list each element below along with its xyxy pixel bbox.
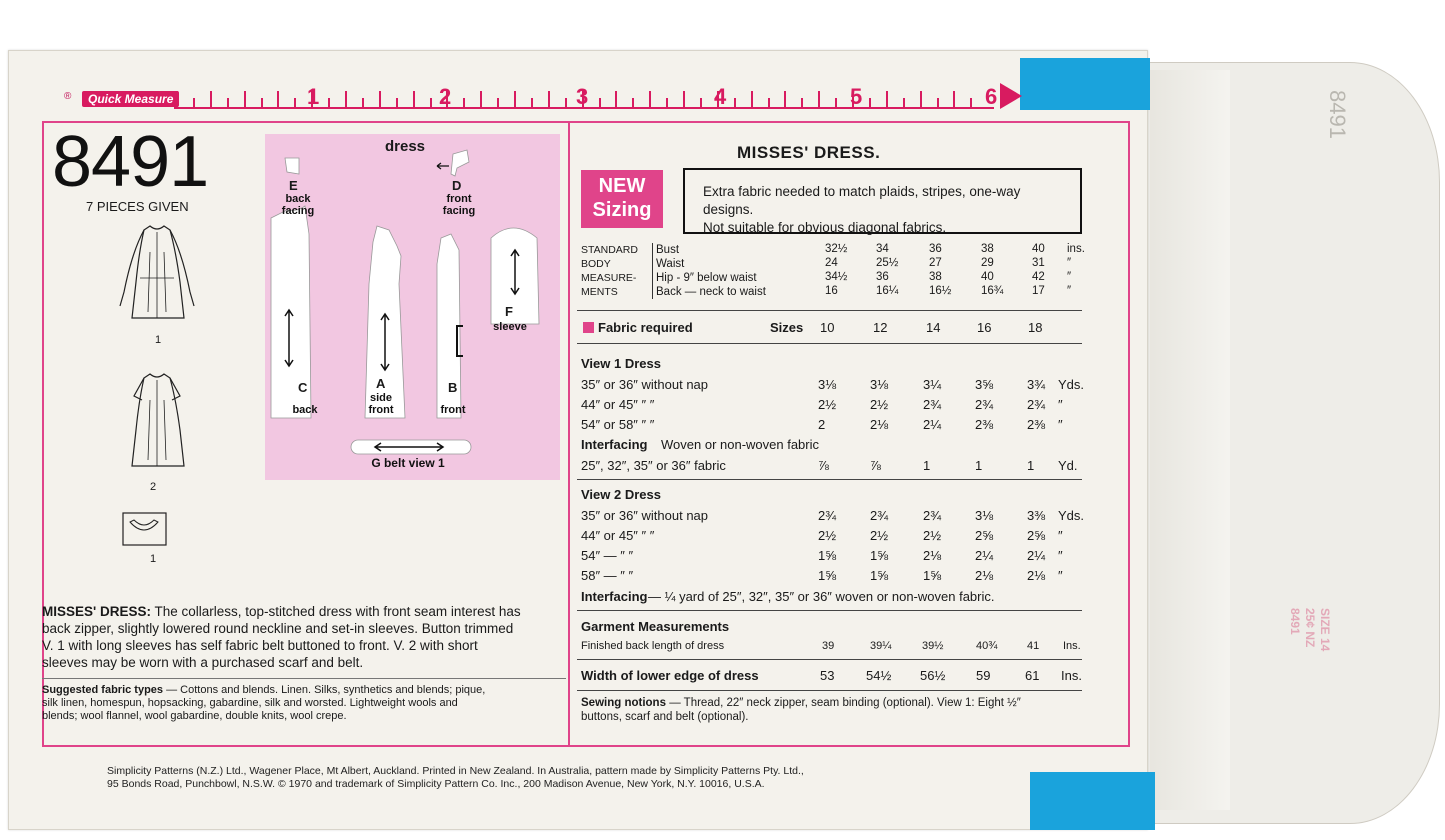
piece-e-letter: E <box>289 178 298 193</box>
row-label: 44″ or 45″ ″ ″ <box>581 397 655 412</box>
ruler-tick <box>903 98 905 109</box>
piece-b-label: front <box>440 404 466 416</box>
table-cell: 2⅛ <box>870 417 889 432</box>
table-rule <box>577 343 1082 344</box>
unit-cell: ″ <box>1058 417 1063 432</box>
table-cell: 17 <box>1032 285 1045 297</box>
ruler-tick <box>632 98 634 109</box>
unit-cell: ″ <box>1058 397 1063 412</box>
ruler-tick <box>430 98 432 109</box>
view-label: 1 <box>150 553 157 565</box>
back-length-label: Finished back length of dress <box>581 640 725 652</box>
table-cell: 41 <box>1027 640 1040 652</box>
piece-d-label: front facing <box>442 193 476 217</box>
measurement-label: Hip - 9″ below waist <box>656 272 757 284</box>
table-cell: 39¼ <box>870 640 892 652</box>
description-rule <box>42 678 566 679</box>
table-cell: 39 <box>822 640 835 652</box>
piece-d-shape <box>451 150 469 176</box>
ruler-tick <box>953 91 955 109</box>
note-line: Not suitable for obvious diagonal fabrics. <box>703 220 947 235</box>
flap-stamp-line: 25¢ NZ <box>1303 608 1317 648</box>
table-cell: 1⅝ <box>870 548 889 563</box>
belt-view-sketch <box>122 512 167 546</box>
table-cell: 34½ <box>825 271 848 283</box>
measurement-label: Waist <box>656 258 685 270</box>
table-cell: 3⅛ <box>818 377 837 392</box>
row-label: 54″ or 58″ ″ ″ <box>581 417 655 432</box>
piece-d-letter: D <box>452 178 462 193</box>
view2-interfacing-label: Interfacing <box>581 589 648 604</box>
ruler-tick <box>937 98 939 109</box>
view1-interfacing-text: Woven or non-woven fabric <box>661 437 820 452</box>
piece-b-letter: B <box>448 380 458 395</box>
pieces-given: 7 PIECES GIVEN <box>86 199 189 214</box>
panel-divider <box>568 121 570 747</box>
ruler-tick <box>379 91 381 109</box>
garment-title: Garment Measurements <box>581 619 730 634</box>
fabric-required-label: Fabric required <box>598 320 693 335</box>
fabric-required-marker <box>583 322 594 333</box>
ruler-tick <box>328 98 330 109</box>
table-cell: 2⅜ <box>975 417 994 432</box>
table-cell: 40¾ <box>976 640 998 652</box>
body-measurements-labels <box>652 243 766 299</box>
ruler-tick <box>193 98 195 109</box>
unit-cell: ″ <box>1058 548 1063 563</box>
ruler-tick <box>666 98 668 109</box>
piece-c-label: back <box>292 404 318 416</box>
table-cell: 2¼ <box>975 548 994 563</box>
table-cell: 1⅝ <box>923 568 942 583</box>
table-cell: 2⅛ <box>975 568 994 583</box>
table-cell: 1⅝ <box>818 548 837 563</box>
size-cell: 10 <box>820 320 835 335</box>
table-cell: 3⅝ <box>975 377 994 392</box>
table-cell: 2¾ <box>975 397 994 412</box>
row-label: 58″ — ″ ″ <box>581 568 634 583</box>
ruler-tick <box>244 91 246 109</box>
suggested-fabrics <box>42 684 566 723</box>
fabrics-heading: Suggested fabric types <box>42 684 164 696</box>
description-line: V. 1 with long sleeves has self fabric belt buttoned to front. V. 2 with short <box>42 638 478 653</box>
table-cell: 3⅛ <box>870 377 889 392</box>
sizes-label: Sizes <box>770 320 804 335</box>
table-cell: 54½ <box>866 668 892 683</box>
grain-arrow-icon <box>437 163 449 169</box>
ruler-tick <box>751 91 753 109</box>
flap-stamp-line: SIZE 14 <box>1318 608 1332 652</box>
ruler-tick <box>277 91 279 109</box>
table-cell: 2¾ <box>923 397 942 412</box>
table-cell: 16 <box>825 285 838 297</box>
ruler-tick <box>801 98 803 109</box>
view-label: 1 <box>155 334 162 346</box>
ruler-tick <box>261 98 263 109</box>
diagram-title: dress <box>385 138 426 155</box>
ruler-tick <box>345 91 347 109</box>
sewing-notions <box>581 697 1021 709</box>
ruler-tick <box>227 98 229 109</box>
ruler-number: 4 <box>714 84 727 109</box>
table-cell: 56½ <box>920 668 946 683</box>
unit-cell: ″ <box>1067 257 1072 269</box>
ruler-tick <box>531 98 533 109</box>
ruler-tick <box>835 98 837 109</box>
ruler-tick <box>413 91 415 109</box>
ruler-tick <box>548 91 550 109</box>
table-cell: 2⅛ <box>923 548 942 563</box>
view-2-sketch <box>110 370 205 478</box>
table-cell: 38 <box>929 271 942 283</box>
ruler-tick <box>514 91 516 109</box>
ruler-tick <box>920 91 922 109</box>
table-cell: 40 <box>981 271 994 283</box>
size-cell: 18 <box>1028 320 1043 335</box>
table-cell: 2⅛ <box>1027 568 1046 583</box>
note-line: Extra fabric needed to match plaids, stripes, one-way designs. <box>703 184 1021 217</box>
description-heading: MISSES' DRESS: <box>42 604 151 619</box>
notions-line: buttons, scarf and belt (optional). <box>581 711 749 723</box>
registered-mark: ® <box>64 91 72 102</box>
ruler-tick <box>768 98 770 109</box>
table-cell: 2¾ <box>923 508 942 523</box>
pattern-pieces-svg <box>265 134 560 480</box>
heading-line: BODY <box>581 258 611 270</box>
flap-stamp <box>1242 608 1332 658</box>
table-cell: 2½ <box>818 397 837 412</box>
unit-cell: ″ <box>1058 528 1063 543</box>
unit-cell: ″ <box>1067 271 1072 283</box>
size-cell: 12 <box>873 320 888 335</box>
table-cell: 42 <box>1032 271 1045 283</box>
ruler-tick <box>886 91 888 109</box>
piece-a-label: side front <box>368 392 394 416</box>
row-label: 35″ or 36″ without nap <box>581 508 709 523</box>
ruler-tick <box>362 98 364 109</box>
ruler-tick <box>294 98 296 109</box>
table-cell: 2 <box>818 417 826 432</box>
ruler-tick <box>396 98 398 109</box>
table-cell: 2½ <box>870 528 889 543</box>
badge-line: Sizing <box>592 199 652 221</box>
row-label: 54″ — ″ ″ <box>581 548 634 563</box>
ruler-tick <box>734 98 736 109</box>
ruler-tick <box>700 98 702 109</box>
table-cell: 16½ <box>929 285 952 297</box>
ruler-tick <box>683 91 685 109</box>
table-rule <box>577 479 1082 480</box>
width-label: Width of lower edge of dress <box>581 668 759 683</box>
table-cell: 38 <box>981 243 994 255</box>
table-cell: 2⅝ <box>1027 528 1046 543</box>
table-cell: 2¾ <box>818 508 837 523</box>
view1-title: View 1 Dress <box>581 356 661 371</box>
ruler-tick <box>649 91 651 109</box>
row-label: 35″ or 36″ without nap <box>581 377 709 392</box>
unit-cell: Yds. <box>1058 508 1085 523</box>
table-cell: 3¾ <box>1027 377 1046 392</box>
table-cell: 3⅜ <box>1027 508 1046 523</box>
fabrics-line: — Cottons and blends. Linen. Silks, synthetics and blends; pique, <box>166 684 486 696</box>
piece-f-letter: F <box>505 304 513 319</box>
table-cell: 3⅛ <box>975 508 994 523</box>
ruler-tick <box>869 98 871 109</box>
fabrics-line: silk linen, homespun, hopsacking, gabardine, silk and worsted. Lightweight wools and <box>42 697 458 709</box>
ruler-tick <box>176 91 178 109</box>
table-cell: 2¼ <box>1027 548 1046 563</box>
table-cell: 29 <box>981 257 994 269</box>
piece-c-letter: C <box>298 380 308 395</box>
table-cell: 36 <box>929 243 942 255</box>
table-cell: 31 <box>1032 257 1045 269</box>
table-cell: 1⅝ <box>870 568 889 583</box>
table-cell: 39½ <box>922 640 944 652</box>
view1-interfacing-label: Interfacing <box>581 437 648 452</box>
ruler-number: 5 <box>850 84 863 109</box>
table-cell: 2⅜ <box>1027 417 1046 432</box>
table-cell: 1 <box>1027 458 1035 473</box>
view-label: 2 <box>150 481 157 493</box>
ruler-tick <box>599 98 601 109</box>
ruler-tick <box>463 98 465 109</box>
table-cell: 2½ <box>818 528 837 543</box>
table-cell: ⅞ <box>870 458 881 473</box>
ruler-tick <box>480 91 482 109</box>
heading-line: MENTS <box>581 286 618 298</box>
table-cell: 25½ <box>876 257 899 269</box>
fabrics-line: blends; wool flannel, wool gabardine, double knits, wool crepe. <box>42 710 347 722</box>
row-label: 25″, 32″, 35″ or 36″ fabric <box>581 458 726 473</box>
measurement-label: Back — neck to waist <box>656 286 766 298</box>
badge-line: NEW <box>598 175 646 197</box>
table-cell: 40 <box>1032 243 1045 255</box>
size-cell: 14 <box>926 320 941 335</box>
footer-line: Simplicity Patterns (N.Z.) Ltd., Wagener Place, Mt Albert, Auckland. Printed in New Zealand. In Australia, pattern made by Simplicity Patterns Pty. Ltd., <box>107 765 804 777</box>
table-cell: 16¾ <box>981 285 1004 297</box>
ruler-tick <box>210 91 212 109</box>
pattern-description <box>42 603 566 671</box>
piece-f-label: sleeve <box>493 321 527 333</box>
piece-a-letter: A <box>376 376 386 391</box>
unit-cell: Yds. <box>1058 377 1085 392</box>
right-title: MISSES' DRESS. <box>737 143 881 162</box>
table-rule <box>577 659 1082 660</box>
new-sizing-badge <box>581 170 663 228</box>
piece-e-shape <box>285 158 299 174</box>
table-rule <box>577 690 1082 691</box>
unit-cell: Ins. <box>1061 668 1082 683</box>
unit-cell: ″ <box>1067 285 1072 297</box>
ruler-tick <box>784 91 786 109</box>
table-cell: 32½ <box>825 243 848 255</box>
table-cell: 1 <box>923 458 931 473</box>
heading-line: MEASURE- <box>581 272 637 284</box>
piece-e-label: back facing <box>281 193 315 217</box>
table-cell: ⅞ <box>818 458 829 473</box>
measurement-label: Bust <box>656 244 680 256</box>
unit-cell: ins. <box>1067 243 1085 255</box>
flap-print: 8491 <box>1325 90 1350 139</box>
ruler-number: 3 <box>576 84 589 109</box>
table-cell: 2¼ <box>923 417 942 432</box>
publisher-footer <box>107 765 804 791</box>
table-cell: 1⅝ <box>818 568 837 583</box>
body-measurements-heading <box>581 243 638 299</box>
table-cell: 2¾ <box>870 508 889 523</box>
ruler-tick <box>497 98 499 109</box>
quick-measure-badge: Quick Measure <box>82 91 179 107</box>
row-label: 44″ or 45″ ″ ″ <box>581 528 655 543</box>
table-cell: 2⅝ <box>975 528 994 543</box>
notions-line: — Thread, 22″ neck zipper, seam binding (optional). View 1: Eight ½″ <box>669 697 1021 709</box>
view2-title: View 2 Dress <box>581 487 661 502</box>
description-line: The collarless, top-stitched dress with front seam interest has <box>154 604 521 619</box>
size-cell: 16 <box>977 320 992 335</box>
flap-crease <box>1150 70 1230 810</box>
unit-cell: Ins. <box>1063 640 1081 652</box>
view-1-sketch <box>110 222 205 330</box>
table-cell: 2½ <box>923 528 942 543</box>
footer-line: 95 Bonds Road, Punchbowl, N.S.W. © 1970 and trademark of Simplicity Pattern Co. Inc., 200 Madison Avenue, New York, N.Y. 10016, U.S.A. <box>107 778 765 790</box>
notions-label: Sewing notions <box>581 697 666 709</box>
flap-stamp-line: 8491 <box>1288 608 1302 635</box>
ruler-number: 2 <box>439 84 452 109</box>
ruler-tick <box>615 91 617 109</box>
ruler-number: 6 <box>985 84 998 109</box>
view2-interfacing-text: — ¼ yard of 25″, 32″, 35″ or 36″ woven or non-woven fabric. <box>648 589 995 604</box>
description-line: sleeves may be worn with a purchased scarf and belt. <box>42 655 364 670</box>
heading-line: STANDARD <box>581 244 638 256</box>
ruler-number: 1 <box>307 84 320 109</box>
unit-cell: ″ <box>1058 568 1063 583</box>
table-cell: 2¾ <box>1027 397 1046 412</box>
table-cell: 1 <box>975 458 983 473</box>
table-cell: 16¼ <box>876 285 899 297</box>
table-cell: 27 <box>929 257 942 269</box>
table-rule <box>577 610 1082 611</box>
table-cell: 61 <box>1025 668 1040 683</box>
unit-cell: Yd. <box>1058 458 1078 473</box>
description-line: back zipper, slightly lowered round neckline and set-in sleeves. Button trimmed <box>42 621 514 636</box>
table-cell: 36 <box>876 271 889 283</box>
table-rule <box>577 310 1082 311</box>
tape-bottom <box>1030 772 1155 830</box>
quick-measure-ruler <box>64 75 1020 117</box>
table-cell: 24 <box>825 257 838 269</box>
piece-g-label: G belt view 1 <box>371 456 445 470</box>
table-cell: 2½ <box>870 397 889 412</box>
pattern-number: 8491 <box>52 122 209 202</box>
table-cell: 59 <box>976 668 991 683</box>
ruler-tick <box>565 98 567 109</box>
ruler-tick <box>970 98 972 109</box>
tape-top <box>1020 58 1150 110</box>
fabric-note-box <box>683 168 1082 234</box>
ruler-arrow-icon <box>1000 83 1022 109</box>
table-cell: 34 <box>876 243 889 255</box>
table-cell: 3¼ <box>923 377 942 392</box>
table-cell: 53 <box>820 668 835 683</box>
ruler-tick <box>818 91 820 109</box>
